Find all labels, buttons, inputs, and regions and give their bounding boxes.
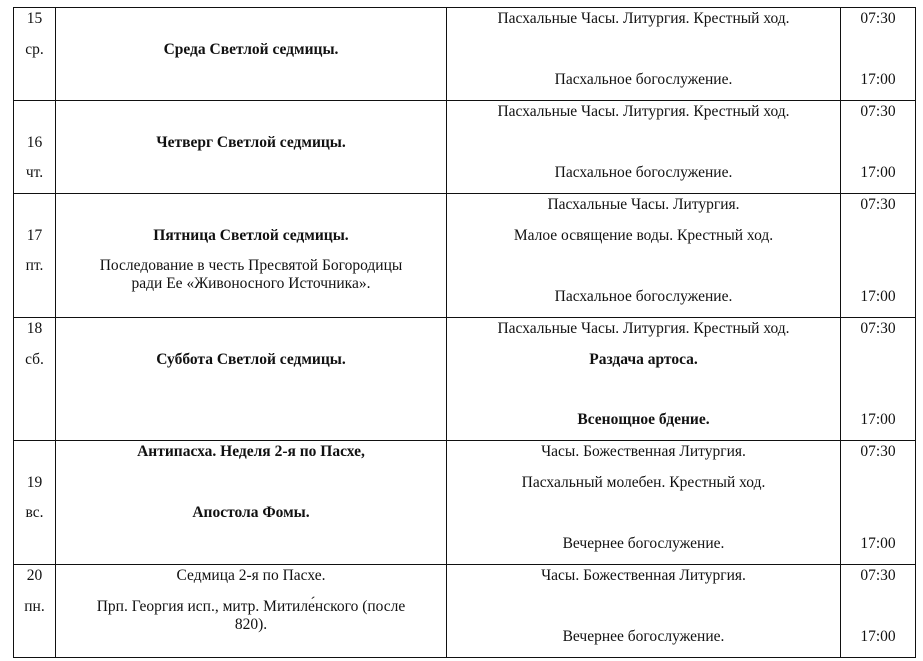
date-cell — [14, 441, 56, 565]
day-number: 19 — [26, 474, 43, 491]
services-cell — [447, 8, 841, 101]
day-number: 15 — [26, 10, 43, 27]
feast-cell — [56, 101, 447, 194]
feast-title: Антипасха. Неделя 2-я по Пасхе, — [137, 443, 365, 460]
feast-cell — [56, 194, 447, 318]
service-time: 07:30 — [860, 103, 896, 120]
times-cell — [841, 8, 916, 101]
feast-cell — [56, 318, 447, 441]
day-number: 18 — [26, 320, 43, 337]
times-cell — [841, 318, 916, 441]
day-number: 17 — [26, 227, 43, 244]
service-item: Пасхальные Часы. Литургия. Крестный ход. — [497, 103, 790, 120]
schedule-row — [14, 318, 916, 441]
service-item: Пасхальные Часы. Литургия. — [547, 196, 740, 213]
service-item: Всенощное бдение. — [577, 411, 710, 428]
service-item: Вечернее богослужение. — [562, 628, 725, 645]
service-time: 07:30 — [860, 320, 896, 337]
day-number: 20 — [26, 567, 43, 584]
times-cell — [841, 194, 916, 318]
schedule-table — [13, 7, 916, 658]
services-cell — [447, 194, 841, 318]
service-item: Пасхальное богослужение. — [554, 71, 733, 88]
times-cell — [841, 565, 916, 658]
feast-detail: Прп. Георгия исп., митр. Митиле́нского (после 820). — [96, 598, 406, 633]
weekday-label: пн. — [24, 598, 45, 615]
times-cell — [841, 441, 916, 565]
service-item: Пасхальные Часы. Литургия. Крестный ход. — [497, 10, 790, 27]
service-item: Пасхальное богослужение. — [554, 164, 733, 181]
services-cell — [447, 565, 841, 658]
service-item: Пасхальный молебен. Крестный ход. — [521, 474, 766, 491]
date-cell — [14, 101, 56, 194]
feast-title: Четверг Светлой седмицы. — [156, 134, 346, 151]
schedule-row — [14, 441, 916, 565]
weekday-label: пт. — [25, 257, 44, 274]
feast-cell — [56, 8, 447, 101]
service-item: Часы. Божественная Литургия. — [541, 567, 746, 584]
service-item: Пасхальное богослужение. — [554, 288, 733, 305]
services-cell — [447, 318, 841, 441]
service-time: 17:00 — [860, 71, 896, 88]
services-cell — [447, 101, 841, 194]
feast-detail: Последование в честь Пресвятой Богородицы ради Ее «Живоносного Источника». — [99, 257, 403, 292]
service-time: 17:00 — [860, 535, 896, 552]
service-item: Малое освящение воды. Крестный ход. — [513, 227, 774, 244]
schedule-row — [14, 101, 916, 194]
feast-title: Суббота Светлой седмицы. — [156, 351, 346, 368]
times-cell — [841, 101, 916, 194]
feast-cell — [56, 441, 447, 565]
service-item: Часы. Божественная Литургия. — [541, 443, 746, 460]
service-time: 07:30 — [860, 10, 896, 27]
services-cell — [447, 441, 841, 565]
feast-detail: Апостола Фомы. — [192, 504, 310, 521]
service-time: 17:00 — [860, 411, 896, 428]
feast-title: Пятница Светлой седмицы. — [153, 227, 349, 244]
service-item: Пасхальные Часы. Литургия. Крестный ход. — [497, 320, 790, 337]
schedule-body — [14, 8, 916, 658]
service-time: 07:30 — [860, 567, 896, 584]
feast-title: Среда Светлой седмицы. — [163, 41, 339, 58]
date-cell — [14, 8, 56, 101]
service-time: 07:30 — [860, 196, 896, 213]
day-number: 16 — [26, 134, 43, 151]
weekday-label: вс. — [25, 504, 44, 521]
service-time: 17:00 — [860, 164, 896, 181]
service-time: 17:00 — [860, 628, 896, 645]
feast-title: Седмица 2-я по Пасхе. — [176, 567, 326, 584]
date-cell — [14, 318, 56, 441]
weekday-label: сб. — [25, 351, 44, 368]
schedule-row — [14, 194, 916, 318]
date-cell — [14, 194, 56, 318]
service-item: Раздача артоса. — [589, 351, 698, 368]
service-time: 17:00 — [860, 288, 896, 305]
service-time: 07:30 — [860, 443, 896, 460]
feast-cell — [56, 565, 447, 658]
date-cell — [14, 565, 56, 658]
schedule-row — [14, 565, 916, 658]
weekday-label: ср. — [25, 41, 44, 58]
weekday-label: чт. — [25, 164, 44, 181]
schedule-row — [14, 8, 916, 101]
service-item: Вечернее богослужение. — [562, 535, 725, 552]
